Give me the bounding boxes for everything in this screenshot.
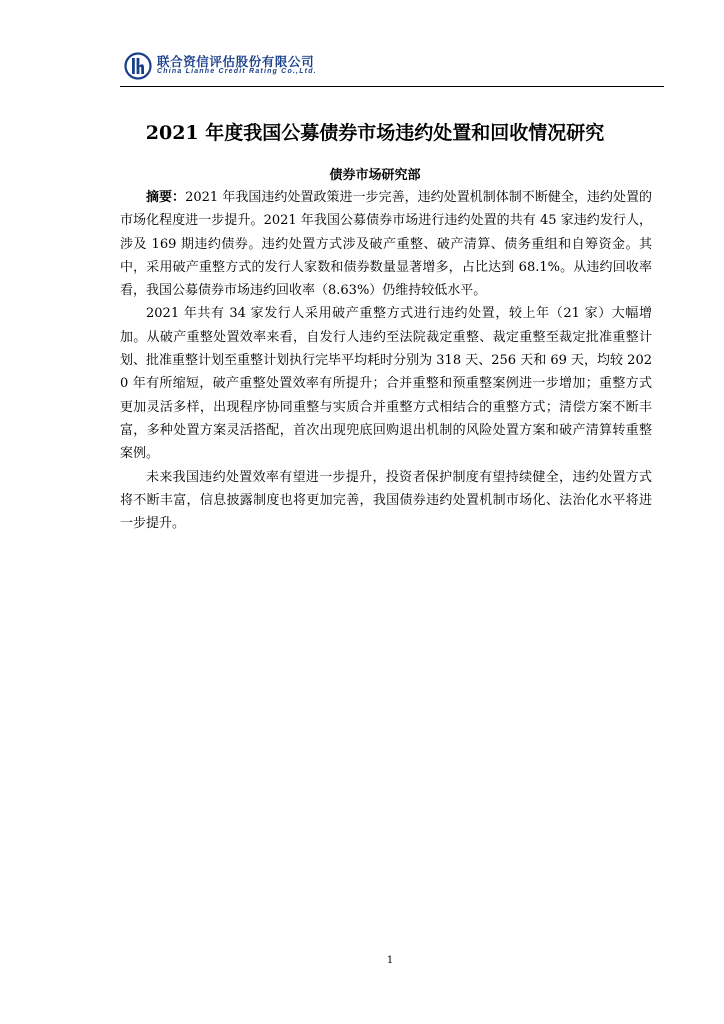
document-body bbox=[120, 186, 652, 535]
department-name: 债券市场研究部 bbox=[329, 168, 421, 183]
page-number: 1 bbox=[386, 955, 394, 966]
document-header bbox=[124, 50, 664, 90]
body-paragraph-outlook: 未来我国违约处置效率有望进一步提升，投资者保护制度有望持续健全，违约处置方式将不断丰富，信息披露制度也将更加完善，我国债券违约处置机制市场化、法治化水平将进一步提升。 bbox=[120, 469, 652, 532]
company-name-en: China Lianhe Credit Rating Co.,Ltd. bbox=[157, 68, 317, 75]
abstract-paragraph bbox=[120, 186, 652, 302]
lianhe-logo-icon bbox=[124, 52, 152, 80]
company-name-cn: 联合资信评估股份有限公司 bbox=[157, 54, 315, 69]
header-divider bbox=[120, 86, 664, 87]
abstract-text: 2021 年我国违约处置政策进一步完善，违约处置机制体制不断健全，违约处置的市场化程度进一步提升。2021 年我国公募债券市场进行违约处置的共有 45 家违约发行人，涉及 169 期违约债券。违约处置方式涉及破产重整、破产清算、债务重组和自筹资金。其中，采用破产重整方式的发行人家数和债券数量显著增多，占比达到 68.1%。从违约回收率看，我国公募债券市场违约回收率（8.63%）仍维持较低水平。 bbox=[120, 190, 652, 299]
abstract-label: 摘要： bbox=[146, 190, 186, 205]
document-title: 2021 年度我国公募债券市场违约处置和回收情况研究 bbox=[145, 122, 605, 144]
body-paragraph-restructuring: 2021 年共有 34 家发行人采用破产重整方式进行违约处置，较上年（21 家）大幅增加。从破产重整处置效率来看，自发行人违约至法院裁定重整、裁定重整至裁定批准重整计划、批准重整计划至重整计划执行完毕平均耗时分别为 318 天、256 天和 69 天，均较 2020 年有所缩短，破产重整处置效率有所提升；合并重整和预重整案例进一步增加；重整方式更加灵活多样，出现程序协同重整与实质合并重整方式相结合的重整方式；清偿方案不断丰富，多种处置方案灵活搭配，首次出现兜底回购退出机制的风险处置方案和破产清算转重整案例。 bbox=[120, 306, 652, 462]
